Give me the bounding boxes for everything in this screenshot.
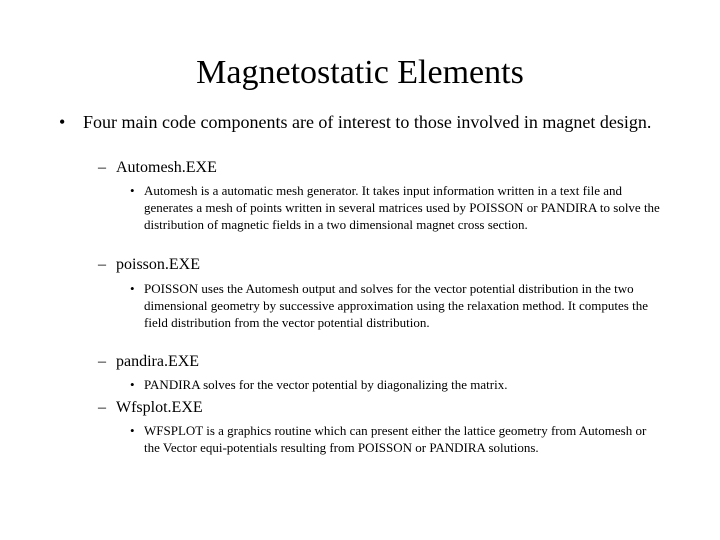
sub-item-pandira bbox=[98, 352, 658, 372]
detail-pandira bbox=[130, 376, 660, 393]
main-bullet bbox=[59, 112, 659, 133]
sub-item-heading: Wfsplot.EXE bbox=[116, 399, 203, 416]
dash-marker: – bbox=[98, 256, 106, 273]
detail-poisson bbox=[130, 280, 660, 331]
bullet-marker: • bbox=[59, 112, 66, 132]
sub-item-heading: poisson.EXE bbox=[116, 256, 200, 273]
bullet-marker: • bbox=[130, 183, 135, 198]
sub-item-wfsplot bbox=[98, 398, 658, 418]
main-bullet-text: Four main code components are of interest to those involved in magnet design. bbox=[83, 112, 652, 132]
sub-item-poisson bbox=[98, 255, 658, 275]
slide-title: Magnetostatic Elements bbox=[196, 54, 524, 91]
bullet-marker: • bbox=[130, 377, 135, 392]
detail-text: WFSPLOT is a graphics routine which can present either the lattice geometry from Automesh or the Vector equi-potentials resulting from POISSON or PANDIRA solutions. bbox=[144, 423, 647, 455]
detail-automesh bbox=[130, 182, 660, 233]
sub-item-heading: pandira.EXE bbox=[116, 353, 200, 370]
bullet-marker: • bbox=[130, 281, 135, 296]
dash-marker: – bbox=[98, 159, 106, 176]
dash-marker: – bbox=[98, 353, 106, 370]
detail-text: Automesh is a automatic mesh generator. It takes input information written in a text file and generates a mesh of points written in several matrices used by POISSON or PANDIRA to solve the distribution of magnetic fields in a two dimensional magnet cross section. bbox=[144, 183, 660, 232]
dash-marker: – bbox=[98, 399, 106, 416]
bullet-marker: • bbox=[130, 423, 135, 438]
sub-item-automesh bbox=[98, 158, 658, 178]
detail-wfsplot bbox=[130, 422, 660, 456]
sub-item-heading: Automesh.EXE bbox=[116, 159, 217, 176]
detail-text: POISSON uses the Automesh output and solves for the vector potential distribution in the two dimensional geometry by successive approximation using the relaxation method. It computes the field distribution from the vector potential distribution. bbox=[144, 281, 648, 330]
detail-text: PANDIRA solves for the vector potential by diagonalizing the matrix. bbox=[144, 377, 508, 392]
